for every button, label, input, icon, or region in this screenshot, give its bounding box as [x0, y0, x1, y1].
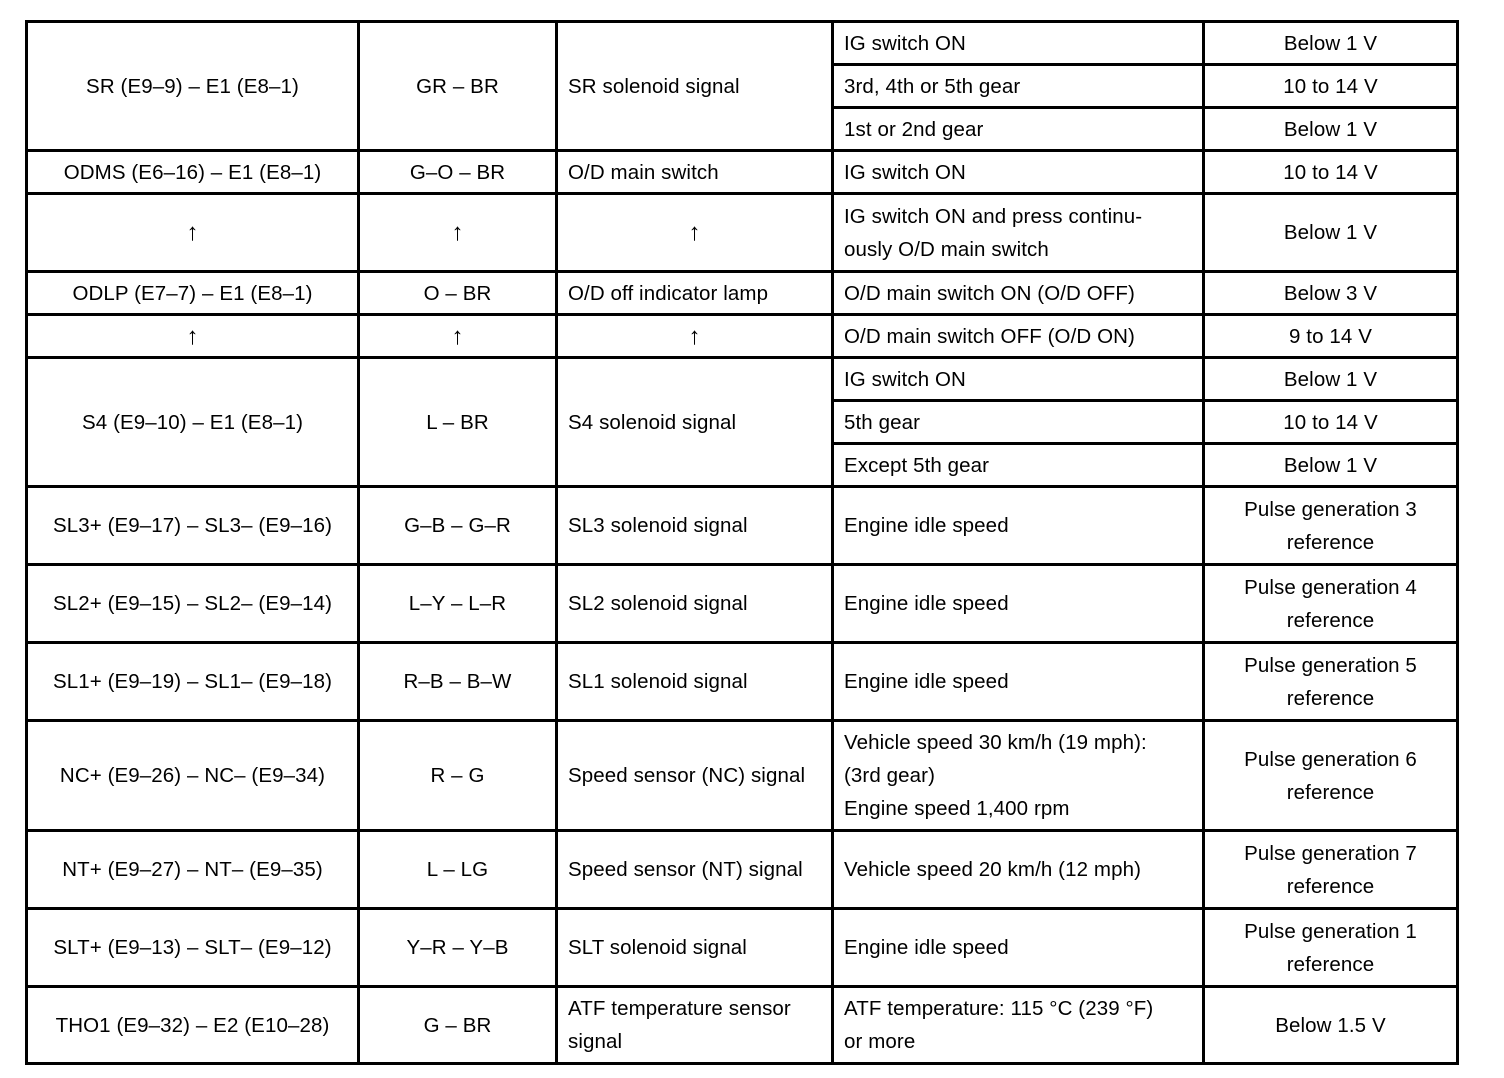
- table-row: [27, 194, 1458, 272]
- table-row: [27, 272, 1458, 315]
- wiring-color-cell: G–O – BR: [359, 151, 557, 194]
- spec-cell: [1204, 565, 1458, 643]
- spec-cell: 9 to 14 V: [1204, 315, 1458, 358]
- ditto-arrow-cell: ↑: [557, 315, 833, 358]
- condition-cell: Engine idle speed: [833, 909, 1204, 987]
- spec-line: Pulse generation 4: [1244, 575, 1417, 599]
- spec-line: Pulse generation 5: [1244, 653, 1417, 677]
- input-output-cell: SL3 solenoid signal: [557, 487, 833, 565]
- terminal-cell: SR (E9–9) – E1 (E8–1): [27, 22, 359, 151]
- spec-cell: [1204, 831, 1458, 909]
- terminal-cell: SL2+ (E9–15) – SL2– (E9–14): [27, 565, 359, 643]
- condition-cell: O/D main switch OFF (O/D ON): [833, 315, 1204, 358]
- ditto-arrow-cell: ↑: [557, 194, 833, 272]
- spec-cell: [1204, 643, 1458, 721]
- terminal-cell: ODMS (E6–16) – E1 (E8–1): [27, 151, 359, 194]
- terminal-cell: SL3+ (E9–17) – SL3– (E9–16): [27, 487, 359, 565]
- input-output-cell: SR solenoid signal: [557, 22, 833, 151]
- spec-cell: 10 to 14 V: [1204, 65, 1458, 108]
- wiring-color-cell: R–B – B–W: [359, 643, 557, 721]
- input-output-cell: Speed sensor (NC) signal: [557, 721, 833, 831]
- condition-cell: [833, 987, 1204, 1064]
- input-output-cell: S4 solenoid signal: [557, 358, 833, 487]
- input-output-cell: SLT solenoid signal: [557, 909, 833, 987]
- spec-cell: Below 1 V: [1204, 108, 1458, 151]
- condition-cell: IG switch ON: [833, 358, 1204, 401]
- spec-cell: 10 to 14 V: [1204, 401, 1458, 444]
- wiring-color-cell: G–B – G–R: [359, 487, 557, 565]
- condition-cell: Engine idle speed: [833, 565, 1204, 643]
- condition-cell: IG switch ON: [833, 22, 1204, 65]
- table-row: [27, 643, 1458, 721]
- spec-line: reference: [1286, 780, 1375, 804]
- input-output-line: signal: [568, 1030, 623, 1053]
- ditto-arrow-cell: ↑: [27, 315, 359, 358]
- spec-line: reference: [1286, 530, 1375, 554]
- wiring-color-cell: L–Y – L–R: [359, 565, 557, 643]
- input-output-cell: SL1 solenoid signal: [557, 643, 833, 721]
- terminal-cell: NC+ (E9–26) – NC– (E9–34): [27, 721, 359, 831]
- ditto-arrow-cell: ↑: [359, 315, 557, 358]
- spec-cell: [1204, 487, 1458, 565]
- wiring-color-cell: G – BR: [359, 987, 557, 1064]
- table-row: [27, 831, 1458, 909]
- condition-cell: Engine idle speed: [833, 487, 1204, 565]
- spec-line: Pulse generation 6: [1244, 747, 1417, 771]
- condition-line: or more: [844, 1030, 916, 1053]
- input-output-cell: Speed sensor (NT) signal: [557, 831, 833, 909]
- spec-cell: Below 1 V: [1204, 444, 1458, 487]
- spec-cell: Below 1 V: [1204, 358, 1458, 401]
- table-row: [27, 987, 1458, 1064]
- condition-line: ously O/D main switch: [844, 237, 1049, 261]
- input-output-cell: O/D main switch: [557, 151, 833, 194]
- spec-line: Pulse generation 3: [1244, 497, 1417, 521]
- terminal-cell: S4 (E9–10) – E1 (E8–1): [27, 358, 359, 487]
- table-row: [27, 315, 1458, 358]
- condition-cell: 3rd, 4th or 5th gear: [833, 65, 1204, 108]
- ditto-arrow-cell: ↑: [359, 194, 557, 272]
- terminal-spec-table: [25, 20, 1459, 1065]
- condition-cell: Vehicle speed 20 km/h (12 mph): [833, 831, 1204, 909]
- spec-cell: [1204, 721, 1458, 831]
- spec-cell: Below 1 V: [1204, 22, 1458, 65]
- condition-line: Vehicle speed 30 km/h (19 mph):: [844, 731, 1147, 754]
- table-row: [27, 721, 1458, 831]
- input-output-cell: O/D off indicator lamp: [557, 272, 833, 315]
- wiring-color-cell: Y–R – Y–B: [359, 909, 557, 987]
- wiring-color-cell: GR – BR: [359, 22, 557, 151]
- input-output-cell: [557, 987, 833, 1064]
- condition-line: (3rd gear): [844, 764, 936, 787]
- spec-cell: Below 3 V: [1204, 272, 1458, 315]
- condition-cell: Except 5th gear: [833, 444, 1204, 487]
- spec-line: reference: [1286, 874, 1375, 898]
- condition-cell: [833, 721, 1204, 831]
- spec-line: Pulse generation 1: [1244, 919, 1417, 943]
- condition-line: Engine speed 1,400 rpm: [844, 797, 1070, 820]
- spec-line: Pulse generation 7: [1244, 841, 1417, 865]
- spec-line: reference: [1286, 686, 1375, 710]
- condition-line: IG switch ON and press continu-: [844, 204, 1143, 228]
- table-row: [27, 565, 1458, 643]
- spec-cell: 10 to 14 V: [1204, 151, 1458, 194]
- table-row: [27, 358, 1458, 401]
- terminal-cell: SL1+ (E9–19) – SL1– (E9–18): [27, 643, 359, 721]
- spec-line: reference: [1286, 608, 1375, 632]
- condition-cell: 5th gear: [833, 401, 1204, 444]
- terminal-cell: SLT+ (E9–13) – SLT– (E9–12): [27, 909, 359, 987]
- terminal-cell: ODLP (E7–7) – E1 (E8–1): [27, 272, 359, 315]
- input-output-line: ATF temperature sensor: [568, 997, 791, 1020]
- condition-cell: IG switch ON: [833, 151, 1204, 194]
- spec-cell: Below 1 V: [1204, 194, 1458, 272]
- wiring-color-cell: L – LG: [359, 831, 557, 909]
- wiring-color-cell: R – G: [359, 721, 557, 831]
- table-row: [27, 487, 1458, 565]
- ditto-arrow-cell: ↑: [27, 194, 359, 272]
- condition-line: ATF temperature: 115 °C (239 °F): [844, 997, 1154, 1020]
- table-row: [27, 22, 1458, 65]
- terminal-cell: NT+ (E9–27) – NT– (E9–35): [27, 831, 359, 909]
- spec-line: reference: [1286, 952, 1375, 976]
- condition-cell: [833, 194, 1204, 272]
- condition-cell: Engine idle speed: [833, 643, 1204, 721]
- input-output-cell: SL2 solenoid signal: [557, 565, 833, 643]
- condition-cell: 1st or 2nd gear: [833, 108, 1204, 151]
- terminal-cell: THO1 (E9–32) – E2 (E10–28): [27, 987, 359, 1064]
- spec-cell: Below 1.5 V: [1204, 987, 1458, 1064]
- table-row: [27, 151, 1458, 194]
- wiring-color-cell: O – BR: [359, 272, 557, 315]
- condition-cell: O/D main switch ON (O/D OFF): [833, 272, 1204, 315]
- table-row: [27, 909, 1458, 987]
- spec-cell: [1204, 909, 1458, 987]
- wiring-color-cell: L – BR: [359, 358, 557, 487]
